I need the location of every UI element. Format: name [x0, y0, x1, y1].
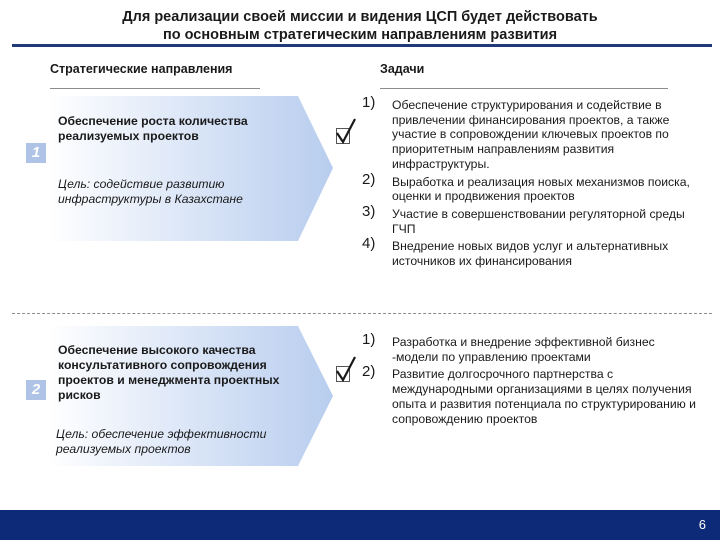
task-item: [362, 235, 702, 269]
tasks-header: Задачи: [380, 62, 425, 76]
page-title-line-1: Для реализации своей миссии и видения ЦСП будет действовать: [122, 9, 598, 25]
page-title: [60, 8, 660, 44]
task-number: 4): [362, 235, 376, 253]
task-text: Внедрение новых видов услуг и альтернативных источников их финансирования: [392, 239, 669, 269]
task-text: Выработка и реализация новых механизмов поиска, оценки и продвижения проектов: [392, 174, 690, 204]
direction-1-task-list: [362, 94, 702, 272]
section-divider: [12, 313, 712, 314]
task-text: Обеспечение структурирования и содействие в привлечении финансирования проектов, а также участие в сопровождении ключевых проектов по приоритетным направлениям развития инфраструктуры.: [392, 98, 670, 171]
task-number: 2): [362, 363, 376, 381]
task-text: Развитие долгосрочного партнерства с международными организациями в целях получения опыта и развития потенциала по структурированию и сопровождению проектов: [392, 367, 696, 426]
directions-header-rule: [50, 88, 260, 89]
task-number: 1): [362, 331, 376, 348]
direction-2-number: 2: [26, 380, 46, 400]
task-item: [362, 94, 702, 172]
task-item: [362, 170, 702, 204]
task-text: Разработка и внедрение эффективной бизнес -модели по управлению проектами: [392, 335, 655, 364]
task-item: [362, 331, 702, 364]
tasks-header-rule: [380, 88, 668, 89]
direction-1-title: Обеспечение роста количества реализуемых проектов: [58, 114, 248, 143]
checkmark-icon: [335, 117, 357, 145]
checkmark-icon: [335, 355, 357, 383]
direction-1-checkbox: [336, 128, 350, 144]
direction-2-goal: Цель: обеспечение эффективности реализуемых проектов: [56, 427, 267, 456]
direction-2-checkbox: [336, 366, 350, 382]
task-item: [362, 363, 702, 426]
page-number: 6: [698, 517, 706, 532]
directions-header: Стратегические направления: [50, 62, 233, 76]
direction-2-title: Обеспечение высокого качества консультативного сопровождения проектов и менеджмента проектных рисков: [58, 343, 280, 402]
title-rule: [12, 44, 712, 47]
task-number: 2): [362, 170, 376, 188]
task-item: [362, 202, 702, 236]
direction-2-task-list: [362, 331, 702, 429]
task-text: Участие в совершенствовании регуляторной среды ГЧП: [392, 206, 685, 236]
direction-1-goal: Цель: содействие развитию инфраструктуры в Казахстане: [58, 177, 243, 206]
page-title-line-2: по основным стратегическим направлениям развития: [162, 27, 558, 43]
task-number: 1): [362, 94, 376, 111]
task-number: 3): [362, 202, 376, 220]
direction-1-number: 1: [26, 143, 46, 163]
footer-bar: [0, 510, 720, 540]
